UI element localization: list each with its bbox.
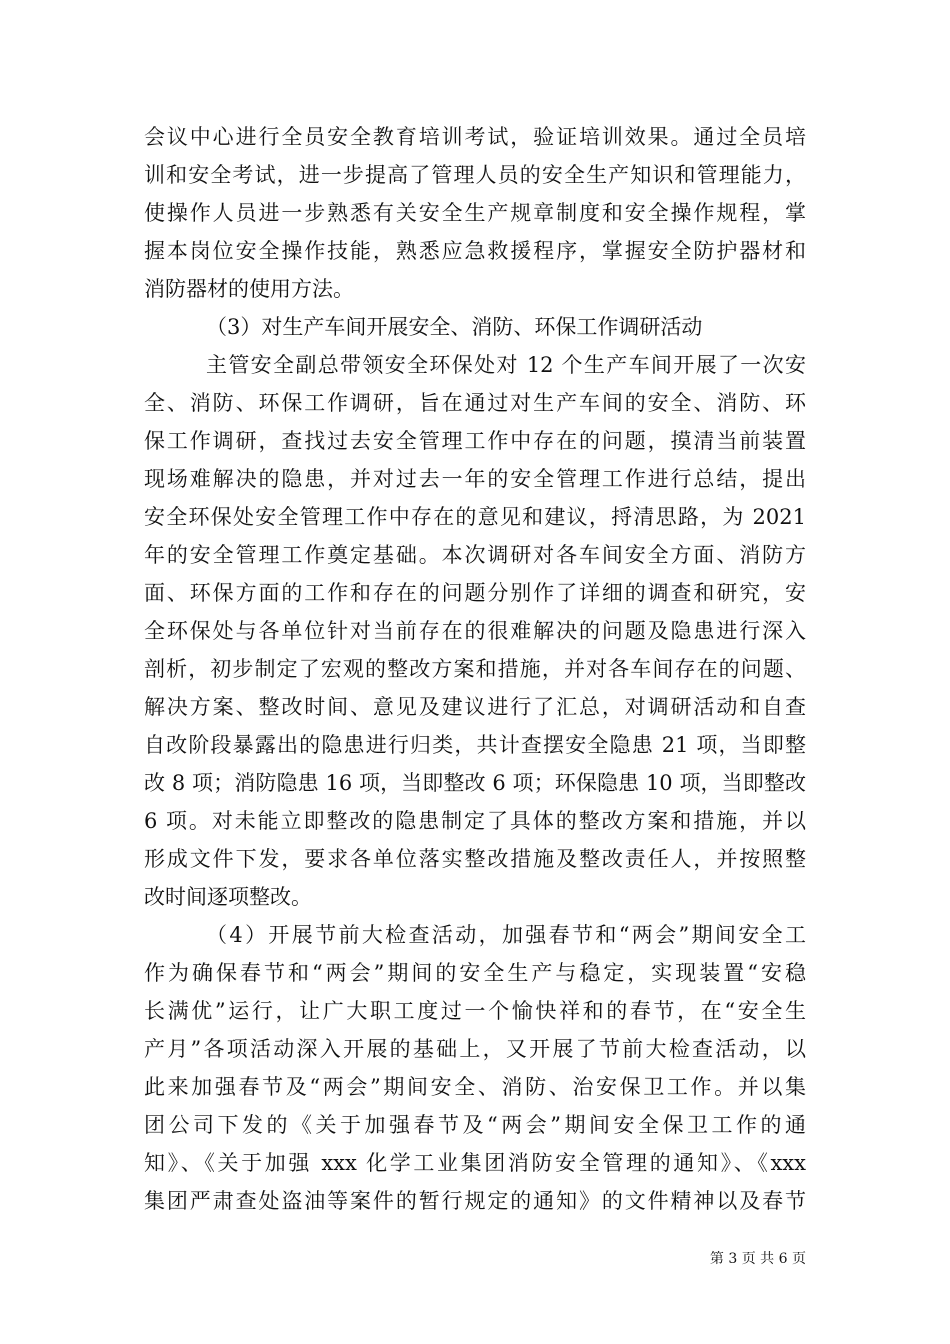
text-line: 使操作人员进一步熟悉有关安全生产规章制度和安全操作规程，掌 — [144, 201, 806, 225]
text-line: 消防器材的使用方法。 — [144, 277, 354, 301]
text-line: 会议中心进行全员安全教育培训考试，验证培训效果。通过全员培 — [144, 125, 806, 149]
text-line: 6 项。对未能立即整改的隐患制定了具体的整改方案和措施，并以 — [144, 809, 806, 833]
text-line: 团公司下发的《关于加强春节及“两会”期间安全保卫工作的通 — [144, 1113, 806, 1137]
text-line: 训和安全考试，进一步提高了管理人员的安全生产知识和管理能力， — [144, 163, 806, 187]
text-line: 长满优”运行，让广大职工度过一个愉快祥和的春节，在“安全生 — [144, 999, 806, 1023]
text-line: 全、消防、环保工作调研，旨在通过对生产车间的安全、消防、环 — [144, 391, 806, 415]
text-line: 现场难解决的隐患，并对过去一年的安全管理工作进行总结，提出 — [144, 467, 806, 491]
text-line: 年的安全管理工作奠定基础。本次调研对各车间安全方面、消防方 — [144, 543, 806, 567]
text-line: 剖析，初步制定了宏观的整改方案和措施，并对各车间存在的问题、 — [144, 657, 806, 681]
text-line: 形成文件下发，要求各单位落实整改措施及整改责任人，并按照整 — [144, 847, 806, 871]
paragraph-first-line: 主管安全副总带领安全环保处对 12 个生产车间开展了一次安 — [206, 353, 806, 377]
page-number: 第 3 页 共 6 页 — [709, 1251, 806, 1267]
text-line: 解决方案、整改时间、意见及建议进行了汇总，对调研活动和自查 — [144, 695, 806, 719]
text-line: 产月”各项活动深入开展的基础上，又开展了节前大检查活动，以 — [144, 1037, 806, 1061]
text-line: 面、环保方面的工作和存在的问题分别作了详细的调查和研究，安 — [144, 581, 806, 605]
text-line: 知》、《关于加强 xxx 化学工业集团消防安全管理的通知》、《xxx — [144, 1151, 806, 1175]
section-heading: （4）开展节前大检查活动，加强春节和“两会”期间安全工 — [206, 923, 806, 947]
text-line: 自改阶段暴露出的隐患进行归类，共计查摆安全隐患 21 项，当即整 — [144, 733, 806, 757]
text-line: 握本岗位安全操作技能，熟悉应急救援程序，掌握安全防护器材和 — [144, 239, 806, 263]
text-line: 作为确保春节和“两会”期间的安全生产与稳定，实现装置“安稳 — [144, 961, 806, 985]
section-heading: （3）对生产车间开展安全、消防、环保工作调研活动 — [206, 315, 703, 339]
text-line: 改 8 项；消防隐患 16 项，当即整改 6 项；环保隐患 10 项，当即整改 — [144, 771, 806, 795]
text-line: 保工作调研，查找过去安全管理工作中存在的问题，摸清当前装置 — [144, 429, 806, 453]
text-line: 此来加强春节及“两会”期间安全、消防、治安保卫工作。并以集 — [144, 1075, 806, 1099]
text-line: 全环保处与各单位针对当前存在的很难解决的问题及隐患进行深入 — [144, 619, 806, 643]
text-line: 改时间逐项整改。 — [144, 885, 312, 909]
text-line: 集团严肃查处盗油等案件的暂行规定的通知》的文件精神以及春节 — [144, 1189, 806, 1213]
text-line: 安全环保处安全管理工作中存在的意见和建议，捋清思路，为 2021 — [144, 505, 806, 529]
